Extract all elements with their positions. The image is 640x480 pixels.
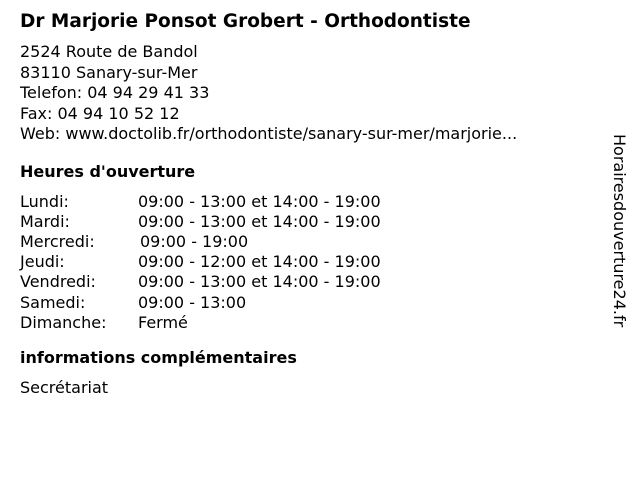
hours-value: 09:00 - 13:00 et 14:00 - 19:00 bbox=[138, 191, 381, 211]
day-label: Samedi: bbox=[20, 292, 86, 312]
hours-row-monday bbox=[20, 192, 605, 212]
site-watermark: Horairesdouverture24.fr bbox=[610, 134, 629, 328]
website-line: Web: www.doctolib.fr/orthodontiste/sanary-sur-mer/marjorie... bbox=[20, 124, 518, 143]
opening-hours-heading: Heures d'ouverture bbox=[20, 161, 196, 181]
opening-hours-table bbox=[20, 192, 605, 333]
hours-value: 09:00 - 12:00 et 14:00 - 19:00 bbox=[138, 252, 381, 272]
hours-row-saturday bbox=[20, 293, 605, 313]
address-line-1: 2524 Route de Bandol bbox=[20, 42, 198, 61]
hours-value: Fermé bbox=[138, 312, 188, 332]
additional-info-text: Secrétariat bbox=[20, 377, 109, 397]
business-listing bbox=[20, 8, 605, 398]
business-title: Dr Marjorie Ponsot Grobert - Orthodontiste bbox=[20, 11, 471, 32]
day-label: Dimanche: bbox=[20, 312, 107, 332]
day-label: Vendredi: bbox=[20, 272, 96, 292]
address-line-2: 83110 Sanary-sur-Mer bbox=[20, 62, 198, 82]
fax-line: Fax: 04 94 10 52 12 bbox=[20, 103, 180, 123]
day-label: Jeudi: bbox=[20, 252, 65, 272]
day-label: Mercredi: bbox=[20, 231, 95, 251]
hours-value: 09:00 - 19:00 bbox=[140, 231, 249, 251]
hours-row-friday bbox=[20, 272, 605, 292]
hours-row-wednesday bbox=[20, 232, 605, 252]
day-label: Lundi: bbox=[20, 191, 69, 211]
hours-value: 09:00 - 13:00 et 14:00 - 19:00 bbox=[138, 211, 381, 231]
additional-info-heading: informations complémentaires bbox=[20, 347, 297, 367]
hours-row-thursday bbox=[20, 252, 605, 272]
hours-value: 09:00 - 13:00 bbox=[138, 292, 247, 312]
hours-row-tuesday bbox=[20, 212, 605, 232]
hours-row-sunday bbox=[20, 313, 605, 333]
phone-line: Telefon: 04 94 29 41 33 bbox=[20, 83, 210, 102]
hours-value: 09:00 - 13:00 et 14:00 - 19:00 bbox=[138, 272, 381, 292]
day-label: Mardi: bbox=[20, 211, 70, 231]
